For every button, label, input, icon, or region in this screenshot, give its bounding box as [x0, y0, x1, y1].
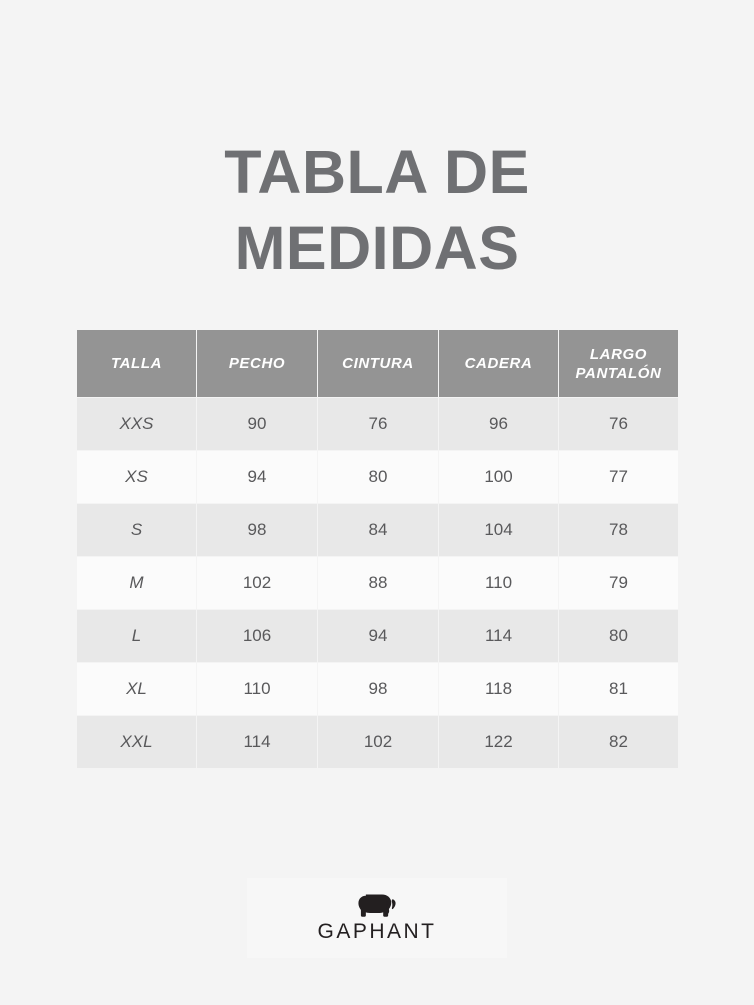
- cell-talla: L: [77, 610, 197, 663]
- column-header-largo-line-2: PANTALÓN: [575, 364, 662, 382]
- size-table-body: [77, 398, 679, 769]
- cell-largo: 79: [559, 557, 679, 610]
- cell-cintura: 94: [318, 610, 439, 663]
- column-header-talla: TALLA: [77, 330, 197, 398]
- table-row: [77, 451, 679, 504]
- column-header-pecho: PECHO: [197, 330, 318, 398]
- cell-cintura: 98: [318, 663, 439, 716]
- column-header-cadera: CADERA: [439, 330, 559, 398]
- table-row: [77, 398, 679, 451]
- column-header-largo-line-1: LARGO: [589, 345, 648, 363]
- cell-largo: 81: [559, 663, 679, 716]
- cell-cintura: 84: [318, 504, 439, 557]
- cell-cintura: 102: [318, 716, 439, 769]
- cell-cintura: 88: [318, 557, 439, 610]
- brand-logo: [247, 878, 507, 958]
- cell-largo: 82: [559, 716, 679, 769]
- table-header-row: [77, 330, 679, 398]
- table-row: [77, 663, 679, 716]
- cell-pecho: 106: [197, 610, 318, 663]
- size-table-head: [77, 330, 679, 398]
- cell-pecho: 102: [197, 557, 318, 610]
- table-row: [77, 557, 679, 610]
- brand-name: GAPHANT: [317, 920, 437, 943]
- elephant-icon: [357, 892, 397, 918]
- cell-cadera: 110: [439, 557, 559, 610]
- cell-cintura: 80: [318, 451, 439, 504]
- cell-largo: 77: [559, 451, 679, 504]
- table-row: [77, 610, 679, 663]
- cell-pecho: 94: [197, 451, 318, 504]
- cell-cadera: 100: [439, 451, 559, 504]
- table-row: [77, 504, 679, 557]
- cell-cadera: 104: [439, 504, 559, 557]
- cell-talla: M: [77, 557, 197, 610]
- cell-talla: XXS: [77, 398, 197, 451]
- cell-cadera: 96: [439, 398, 559, 451]
- size-table-container: [76, 329, 678, 769]
- cell-largo: 80: [559, 610, 679, 663]
- cell-talla: S: [77, 504, 197, 557]
- cell-talla: XS: [77, 451, 197, 504]
- page-title-line-2: MEDIDAS: [234, 214, 520, 282]
- cell-cadera: 122: [439, 716, 559, 769]
- size-table: [76, 329, 679, 769]
- cell-pecho: 98: [197, 504, 318, 557]
- cell-cintura: 76: [318, 398, 439, 451]
- cell-pecho: 90: [197, 398, 318, 451]
- cell-talla: XXL: [77, 716, 197, 769]
- page-title-line-1: TABLA DE: [224, 138, 530, 206]
- column-header-cintura: CINTURA: [318, 330, 439, 398]
- cell-talla: XL: [77, 663, 197, 716]
- column-header-largo-pantalon: [559, 330, 679, 398]
- cell-cadera: 118: [439, 663, 559, 716]
- table-row: [77, 716, 679, 769]
- page-title: [0, 134, 754, 286]
- cell-pecho: 114: [197, 716, 318, 769]
- cell-cadera: 114: [439, 610, 559, 663]
- cell-largo: 76: [559, 398, 679, 451]
- cell-largo: 78: [559, 504, 679, 557]
- cell-pecho: 110: [197, 663, 318, 716]
